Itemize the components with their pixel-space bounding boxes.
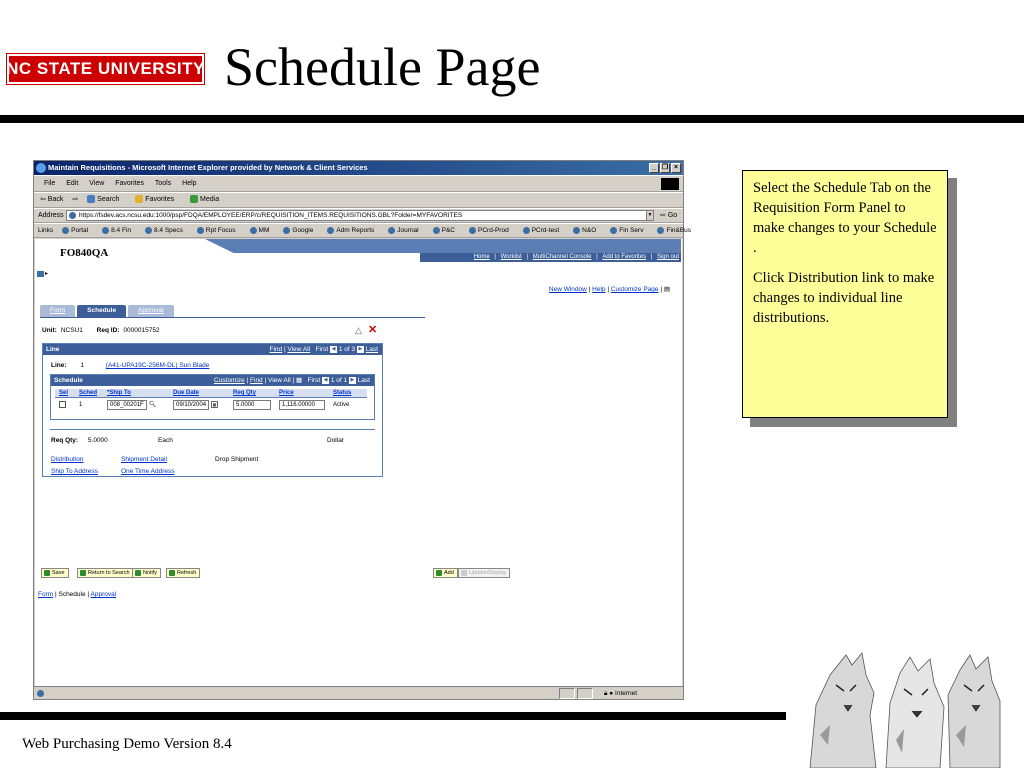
status-value: Active (333, 402, 350, 408)
schedule-grid-header: Schedule Customize | Find | View All | ▦ First ◀ 1 of 1 ▶ Last (51, 375, 374, 386)
col-sel[interactable]: Sel (55, 389, 75, 398)
security-zone (604, 687, 637, 700)
peoplesoft-banner (205, 239, 681, 261)
schedule-prev-icon[interactable]: ◀ (323, 376, 328, 383)
link-page-icon (388, 227, 395, 234)
browser-link-10[interactable]: PCrd-test (523, 227, 566, 234)
item-link[interactable]: (A41-UPA19C-256M-DL) Sun Blade (105, 362, 210, 369)
banner-links: Home | Worklist | MultiChannel Console | Add to Favorites | Sign out (473, 254, 679, 260)
col-ship-to[interactable]: *Ship To (103, 389, 169, 398)
drop-shipment-label: Drop Shipment (215, 456, 259, 463)
reqid-value: 0000015752 (123, 327, 160, 334)
browser-link-3[interactable]: Rpt Focus (197, 227, 243, 234)
search-button[interactable]: Search (87, 196, 126, 203)
sched-number: 1 (79, 402, 83, 408)
col-status[interactable]: Status (329, 389, 367, 398)
wolves-image (800, 645, 1020, 768)
notify-button[interactable]: Notify (132, 568, 161, 578)
line-last-link[interactable]: Last (365, 346, 378, 353)
reqid-label: Req ID: (96, 327, 120, 334)
schedule-table-header (55, 389, 367, 398)
schedule-pager: 1 of 1 (330, 377, 348, 384)
price-input[interactable]: 1,116.00000 (279, 400, 325, 410)
instruction-note (742, 170, 948, 418)
new-window-link[interactable]: New Window (548, 286, 587, 293)
page-icon (69, 212, 76, 219)
link-page-icon (145, 227, 152, 234)
line-row (51, 362, 209, 369)
col-req-qty[interactable]: Req Qty (229, 389, 275, 398)
sign-out-link[interactable]: Sign out (656, 254, 679, 260)
browser-link-4[interactable]: MM (250, 227, 277, 234)
browser-link-0[interactable]: Portal (62, 227, 95, 234)
line-label: Line: (51, 362, 67, 369)
page-tabs (40, 305, 176, 317)
media-icon (190, 195, 198, 203)
line-find-link[interactable]: Find (269, 346, 283, 353)
unit-reqid-row (42, 327, 172, 334)
distribution-link[interactable]: Distribution (51, 456, 84, 463)
unit-value: NCSU1 (60, 327, 83, 334)
link-page-icon (523, 227, 530, 234)
database-name: FO840QA (60, 247, 109, 259)
req-qty-label: Req Qty: (51, 437, 79, 444)
tab-schedule[interactable]: Schedule (77, 305, 126, 317)
help-link[interactable]: Help (592, 286, 606, 293)
address-bar (34, 208, 683, 223)
shipment-detail-link[interactable]: Shipment Detail (121, 456, 167, 463)
browser-link-5[interactable]: Google (283, 227, 320, 234)
schedule-grid (50, 374, 375, 420)
close-button[interactable]: × (671, 163, 681, 173)
col-price[interactable]: Price (275, 389, 329, 398)
menu-tools[interactable]: Tools (154, 180, 172, 187)
browser-link-11[interactable]: N&O (573, 227, 603, 234)
link-page-icon (102, 227, 109, 234)
col-due-date[interactable]: Due Date (169, 389, 229, 398)
line-prev-icon[interactable]: ◀ (331, 345, 336, 352)
menu-view[interactable]: View (89, 180, 105, 187)
note-paragraph-2: Click Distribution link to make changes to individual line distributions. (753, 270, 935, 326)
schedule-next-icon[interactable]: ▶ (350, 376, 355, 383)
update-display-button[interactable]: Update/Display (458, 568, 510, 578)
bottom-form-link[interactable]: Form (38, 591, 54, 598)
due-date-input[interactable]: 09/10/2004 (173, 400, 209, 410)
browser-link-6[interactable]: Adm Reports (327, 227, 381, 234)
link-page-icon (250, 227, 257, 234)
browser-link-7[interactable]: Journal (388, 227, 425, 234)
col-sched[interactable]: Sched (75, 389, 103, 398)
line-divider (50, 429, 375, 430)
links-label: Links (38, 227, 54, 234)
browser-titlebar: Maintain Requisitions - Microsoft Internet Explorer provided by Network & Client Services _ ❐ × (34, 161, 683, 175)
browser-link-8[interactable]: P&C (433, 227, 462, 234)
select-checkbox[interactable] (59, 401, 66, 408)
status-bar (34, 686, 683, 700)
window-buttons (649, 163, 681, 173)
bottom-approval-link[interactable]: Approval (90, 591, 117, 598)
schedule-table (55, 389, 367, 412)
return-to-search-button[interactable]: Return to Search (77, 568, 134, 578)
add-to-favorites-link[interactable]: Add to Favorites (602, 254, 647, 260)
line-grid-header: Line Find | View All First ◀ 1 of 3 ▶ Last (43, 344, 382, 355)
tab-divider (40, 317, 425, 318)
maximize-button[interactable]: ❐ (661, 164, 669, 171)
worklist-link[interactable]: Worklist (500, 254, 522, 260)
link-page-icon (657, 227, 664, 234)
ncsu-logo: NC STATE UNIVERSITY (7, 54, 204, 84)
link-page-icon (610, 227, 617, 234)
link-page-icon (469, 227, 476, 234)
browser-link-13[interactable]: Fin&Bus (657, 227, 698, 234)
bottom-schedule-label: Schedule (58, 591, 86, 598)
line-grid (42, 343, 383, 477)
bottom-tab-links: Form | Schedule | Approval (38, 591, 117, 598)
favorites-button[interactable]: Favorites (135, 196, 181, 203)
link-page-icon (433, 227, 440, 234)
customize-page-link[interactable]: Customize Page (610, 286, 659, 293)
expand-arrow-icon[interactable]: ▸ (45, 271, 49, 277)
line-number: 1 (80, 362, 84, 369)
refresh-button[interactable]: Refresh (166, 568, 200, 578)
menu-toggle-icon[interactable] (37, 271, 44, 277)
link-page-icon (327, 227, 334, 234)
browser-link-1[interactable]: 8.4 Fin (102, 227, 138, 234)
links-list (62, 227, 705, 234)
uom-value: Each (158, 437, 173, 444)
schedule-customize-link[interactable]: Customize (214, 377, 245, 384)
delete-icon[interactable]: ✕ (368, 324, 378, 336)
browser-toolbar (34, 192, 683, 208)
media-button[interactable]: Media (190, 196, 226, 203)
link-page-icon (62, 227, 69, 234)
ship-to-input[interactable]: 008_00201F (107, 400, 147, 410)
line-first-label: First (315, 346, 329, 353)
home-link[interactable]: Home (473, 254, 490, 260)
menu-bar (34, 175, 683, 192)
schedule-first-label: First (307, 377, 321, 384)
menu-file[interactable]: File (44, 180, 56, 187)
multichannel-console-link[interactable]: MultiChannel Console (532, 254, 592, 260)
favorites-icon (135, 195, 143, 203)
save-button[interactable]: Save (41, 568, 69, 578)
search-icon (87, 195, 95, 203)
schedule-find-link[interactable]: Find (250, 377, 263, 384)
zone-label: Internet (615, 690, 638, 697)
lookup-icon[interactable]: 🔍︎ (148, 402, 157, 408)
link-page-icon (283, 227, 290, 234)
slide-footer: Web Purchasing Demo Version 8.4 (22, 736, 232, 752)
top-divider (0, 115, 1024, 123)
menu-edit[interactable]: Edit (66, 180, 79, 187)
page-links: New Window | Help | Customize Page | ▤ (548, 286, 670, 293)
address-label: Address (38, 212, 64, 219)
minimize-button[interactable]: _ (649, 163, 659, 173)
globe-icon: ● (609, 690, 614, 697)
back-button[interactable]: ⇦ Back (40, 196, 64, 203)
slide-title: Schedule Page (224, 37, 541, 97)
line-view-all-link[interactable]: View All (287, 346, 311, 353)
ie-icon (36, 163, 46, 173)
schedule-last-label: Last (357, 377, 370, 384)
bottom-divider (0, 712, 786, 720)
req-qty-value: 5.0000 (87, 437, 108, 444)
note-paragraph-1: Select the Schedule Tab on the Requisition Form Panel to make changes to your Schedule . (753, 180, 937, 256)
unit-label: Unit: (42, 327, 57, 334)
browser-link-9[interactable]: PCrd-Prod (469, 227, 516, 234)
calendar-icon[interactable]: ▦ (212, 402, 217, 407)
tab-form[interactable]: Form (40, 305, 75, 317)
lock-icon: 🔒︎ (604, 690, 608, 697)
grid-download-icon[interactable]: ▦ (295, 377, 303, 384)
windows-logo-icon (661, 178, 679, 190)
delta-icon[interactable]: △ (355, 325, 362, 335)
link-page-icon (197, 227, 204, 234)
page-status-icon (37, 690, 44, 697)
table-row (55, 398, 367, 413)
req-qty-row (51, 437, 108, 444)
schedule-view-all-label: View All (268, 377, 291, 384)
page-content (35, 239, 682, 686)
links-bar (34, 223, 692, 238)
menu-favorites[interactable]: Favorites (115, 180, 145, 187)
browser-window (33, 160, 692, 700)
browser-link-12[interactable]: Fin Serv (610, 227, 650, 234)
address-dropdown-button[interactable]: ▼ (646, 210, 654, 221)
go-button[interactable]: ⇨ Go (660, 212, 678, 219)
ship-to-address-link[interactable]: Ship To Address (51, 468, 98, 475)
forward-button[interactable]: ⇨ (72, 196, 79, 203)
line-pager: 1 of 3 (338, 346, 356, 353)
req-qty-input[interactable]: 5.0000 (233, 400, 271, 410)
line-next-icon[interactable]: ▶ (358, 345, 363, 352)
link-page-icon (573, 227, 580, 234)
browser-link-2[interactable]: 8.4 Specs (145, 227, 190, 234)
currency-value: Dollar (327, 437, 344, 444)
menu-help[interactable]: Help (182, 180, 197, 187)
one-time-address-link[interactable]: One Time Address (121, 468, 175, 475)
tab-approval[interactable]: Approval (128, 305, 174, 317)
address-input[interactable]: https://fsdev.acs.ncsu.edu:1000/psp/FDQA/EMPLOYEE/ERP/c/REQUISITION_ITEMS.REQUISITIONS.GBL?Folder=MYFAVORITES (66, 210, 654, 221)
add-button[interactable]: Add (433, 568, 458, 578)
